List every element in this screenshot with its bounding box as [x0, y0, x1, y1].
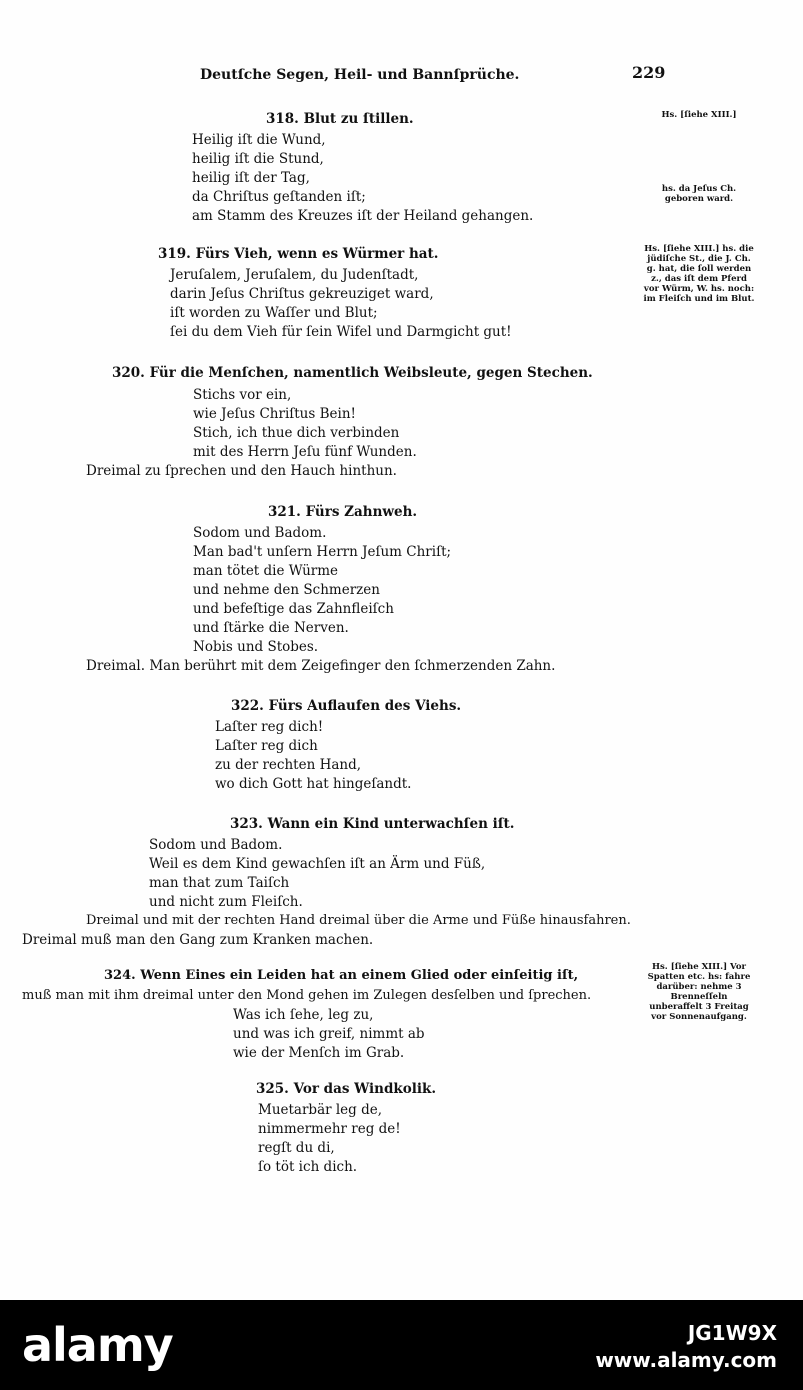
margin-note: Hs. [ſiehe XIII.] Vor Spatten etc. hs: fahre darüber: nehme 3 Brenneſſeln unberaffelt 3 Freitag vor Sonnenaufgang. [647, 962, 751, 1022]
alamy-logo: alamy [22, 1318, 173, 1372]
section-heading: 322. Fürs Auflaufen des Viehs. [231, 698, 462, 714]
verse-line: Stichs vor ein, [193, 387, 292, 403]
verse-line: Jeruſalem, Jeruſalem, du Judenſtadt, [170, 267, 419, 283]
verse-line: mit des Herrn Jeſu fünf Wunden. [193, 444, 417, 460]
section-heading: 319. Fürs Vieh, wenn es Würmer hat. [158, 246, 439, 262]
section-heading: 320. Für die Menſchen, namentlich Weibsleute, gegen Stechen. [112, 365, 593, 381]
verse-line: Nobis und Stobes. [193, 639, 319, 655]
margin-note: hs. da Jeſus Ch. geboren ward. [661, 184, 737, 204]
verse-line: Was ich ſehe, leg zu, [233, 1007, 374, 1023]
image-code: JG1W9X [687, 1321, 777, 1345]
section-heading: 325. Vor das Windkolik. [256, 1081, 437, 1097]
page-number: 229 [632, 63, 666, 82]
instruction-line: Dreimal zu ſprechen und den Hauch hinthun. [86, 463, 397, 479]
verse-line: Laſter reg dich! [215, 719, 324, 735]
section-heading: 318. Blut zu ſtillen. [266, 111, 414, 127]
verse-line: Stich, ich thue dich verbinden [193, 425, 400, 441]
verse-line: und was ich greif, nimmt ab [233, 1026, 425, 1042]
verse-line: und nehme den Schmerzen [193, 582, 380, 598]
section-heading: 324. Wenn Eines ein Leiden hat an einem Glied oder einſeitig iſt, [104, 968, 579, 983]
verse-line: iſt worden zu Waſſer und Blut; [170, 305, 378, 321]
verse-line: zu der rechten Hand, [215, 757, 362, 773]
verse-line: heilig iſt der Tag, [192, 170, 310, 186]
verse-line: darin Jeſus Chriſtus gekreuziget ward, [170, 286, 434, 302]
verse-line: wie Jeſus Chriſtus Bein! [193, 406, 356, 422]
verse-line: nimmermehr reg de! [258, 1121, 401, 1137]
instruction-line: muß man mit ihm dreimal unter den Mond gehen im Zulegen desſelben und ſprechen. [22, 988, 592, 1003]
instruction-line: Dreimal und mit der rechten Hand dreimal über die Arme und Füße hinausfahren. [86, 913, 631, 928]
verse-line: und befeſtige das Zahnfleiſch [193, 601, 394, 617]
verse-line: und ſtärke die Nerven. [193, 620, 349, 636]
verse-line: man tötet die Würme [193, 563, 339, 579]
verse-line: da Chriſtus geſtanden iſt; [192, 189, 366, 205]
verse-line: man that zum Taiſch [149, 875, 290, 891]
verse-line: ſei du dem Vieh für ſein Wifel und Darmgicht gut! [170, 324, 512, 340]
site-url: www.alamy.com [595, 1348, 777, 1372]
instruction-line: Dreimal muß man den Gang zum Kranken machen. [22, 932, 374, 948]
verse-line: Sodom und Badom. [149, 837, 283, 853]
verse-line: regſt du di, [258, 1140, 335, 1156]
verse-line: Laſter reg dich [215, 738, 318, 754]
verse-line: und nicht zum Fleiſch. [149, 894, 303, 910]
watermark-banner [0, 1300, 803, 1390]
section-heading: 323. Wann ein Kind unterwachſen iſt. [230, 816, 515, 832]
verse-line: am Stamm des Kreuzes iſt der Heiland gehangen. [192, 208, 534, 224]
verse-line: Heilig iſt die Wund, [192, 132, 326, 148]
verse-line: Weil es dem Kind gewachſen iſt an Ärm und Füß, [149, 856, 486, 872]
verse-line: heilig iſt die Stund, [192, 151, 324, 167]
margin-note: Hs. [ſiehe XIII.] [661, 110, 737, 120]
instruction-line: Dreimal. Man berührt mit dem Zeigefinger den ſchmerzenden Zahn. [86, 658, 556, 674]
running-header: Deutſche Segen, Heil- und Bannſprüche. [200, 67, 520, 83]
verse-line: wie der Menſch im Grab. [233, 1045, 405, 1061]
verse-line: Sodom und Badom. [193, 525, 327, 541]
verse-line: ſo töt ich dich. [258, 1159, 358, 1175]
verse-line: wo dich Gott hat hingeſandt. [215, 776, 412, 792]
margin-note: Hs. [ſiehe XIII.] hs. die jüdiſche St., die J. Ch. g. hat, die ſoll werden z., das iſt dem Pferd vor Würm, W. hs. noch: im Fleiſch und im Blut. [643, 244, 755, 304]
verse-line: Muetarbär leg de, [258, 1102, 383, 1118]
section-heading: 321. Fürs Zahnweh. [268, 504, 418, 520]
verse-line: Man bad't unſern Herrn Jeſum Chriſt; [193, 544, 452, 560]
